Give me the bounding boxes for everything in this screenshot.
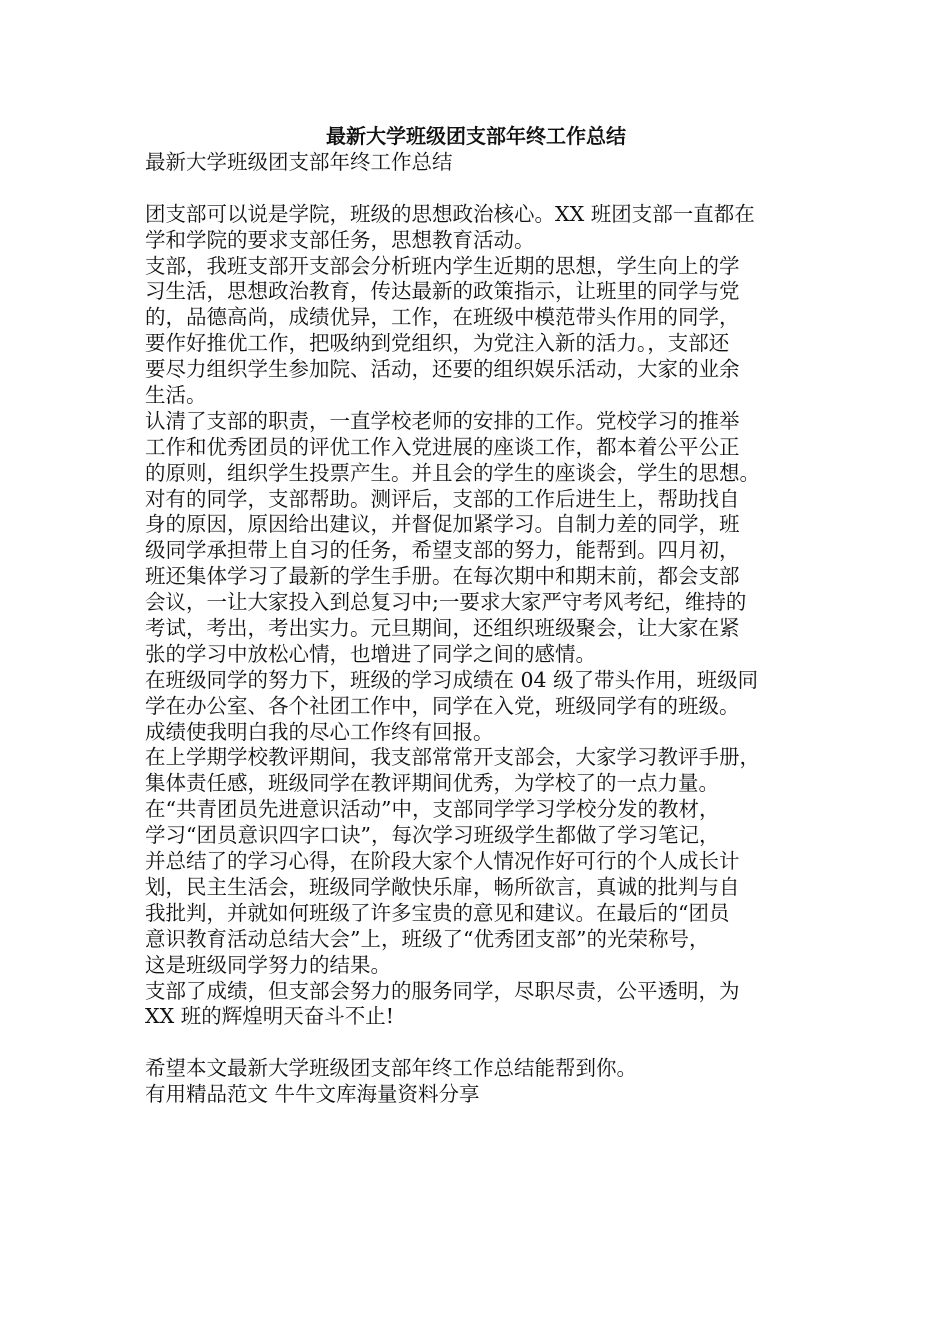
body-line: 要尽力组织学生参加院、活动，还要的组织娱乐活动，大家的业余 [145,357,740,382]
body-line: 级同学承担带上自习的任务，希望支部的努力，能帮到。四月初， [145,538,740,563]
body-line: 张的学习中放松心情，也增进了同学之间的感情。 [145,641,596,666]
document-page [145,122,807,1108]
body-line: 这是班级同学努力的结果。 [145,952,391,977]
body-line: 支部，我班支部开支部会分析班内学生近期的思想，学生向上的学 [145,253,740,278]
document-title: 最新大学班级团支部年终工作总结 [326,124,626,148]
body-line: 班还集体学习了最新的学生手册。在每次期中和期末前，都会支部 [145,564,740,589]
body-line: 意识教育活动总结大会”上，班级了“优秀团支部”的光荣称号， [145,926,710,951]
body-line: 考试，考出，考出实力。元旦期间，还组织班级聚会，让大家在紧 [145,616,740,641]
body-line: 生活。 [145,383,207,408]
body-line: 在上学期学校教评期间，我支部常常开支部会，大家学习教评手册， [145,745,760,770]
body-line: 的原则，组织学生投票产生。并且会的学生的座谈会，学生的思想。 [145,460,760,485]
body-line: 对有的同学，支部帮助。测评后，支部的工作后进生上，帮助找自 [145,486,740,511]
body-line: 在班级同学的努力下，班级的学习成绩在 04 级了带头作用，班级同 [145,667,759,692]
body-line: 学和学院的要求支部任务，思想教育活动。 [145,227,535,252]
body-line: 团支部可以说是学院，班级的思想政治核心。XX 班团支部一直都在 [145,201,755,226]
blank-line [145,1030,807,1056]
footer-line: 有用精品范文 牛牛文库海量资料分享 [145,1082,480,1107]
body-line: 的，品德高尚，成绩优异，工作，在班级中模范带头作用的同学， [145,305,740,330]
body-line: 会议，一让大家投入到总复习中;一要求大家严守考风考纪，维持的 [145,590,747,615]
body-line: 工作和优秀团员的评优工作入党进展的座谈工作，都本着公平公正 [145,434,740,459]
body-line: 并总结了的学习心得，在阶段大家个人情况作好可行的个人成长计 [145,849,740,874]
body-line: 习生活，思想政治教育，传达最新的政策指示，让班里的同学与党 [145,279,740,304]
body-line: 学习“团员意识四字口诀”，每次学习班级学生都做了学习笔记， [145,823,720,848]
blank-line [145,176,807,202]
body-line: 划，民主生活会，班级同学敞快乐扉，畅所欲言，真诚的批判与自 [145,874,740,899]
document-body [145,202,807,1031]
document-subtitle: 最新大学班级团支部年终工作总结 [145,150,453,174]
body-line: 支部了成绩，但支部会努力的服务同学，尽职尽责，公平透明，为 [145,978,740,1003]
body-line: 学在办公室、各个社团工作中，同学在入党，班级同学有的班级。 [145,693,740,718]
body-line: 成绩使我明白我的尽心工作终有回报。 [145,719,494,744]
body-line: 身的原因，原因给出建议，并督促加紧学习。自制力差的同学，班 [145,512,740,537]
body-line: 认清了支部的职责，一直学校老师的安排的工作。党校学习的推举 [145,408,740,433]
body-line: 要作好推优工作，把吸纳到党组织，为党注入新的活力。，支部还 [145,331,730,356]
body-line: 集体责任感，班级同学在教评期间优秀，为学校了的一点力量。 [145,771,719,796]
closing-line: 希望本文最新大学班级团支部年终工作总结能帮到你。 [145,1056,637,1081]
body-line: 我批判，并就如何班级了许多宝贵的意见和建议。在最后的“团员 [145,900,730,925]
body-line: XX 班的辉煌明天奋斗不止! [145,1004,394,1029]
body-line: 在“共青团员先进意识活动”中，支部同学学习学校分发的教材， [145,797,720,822]
